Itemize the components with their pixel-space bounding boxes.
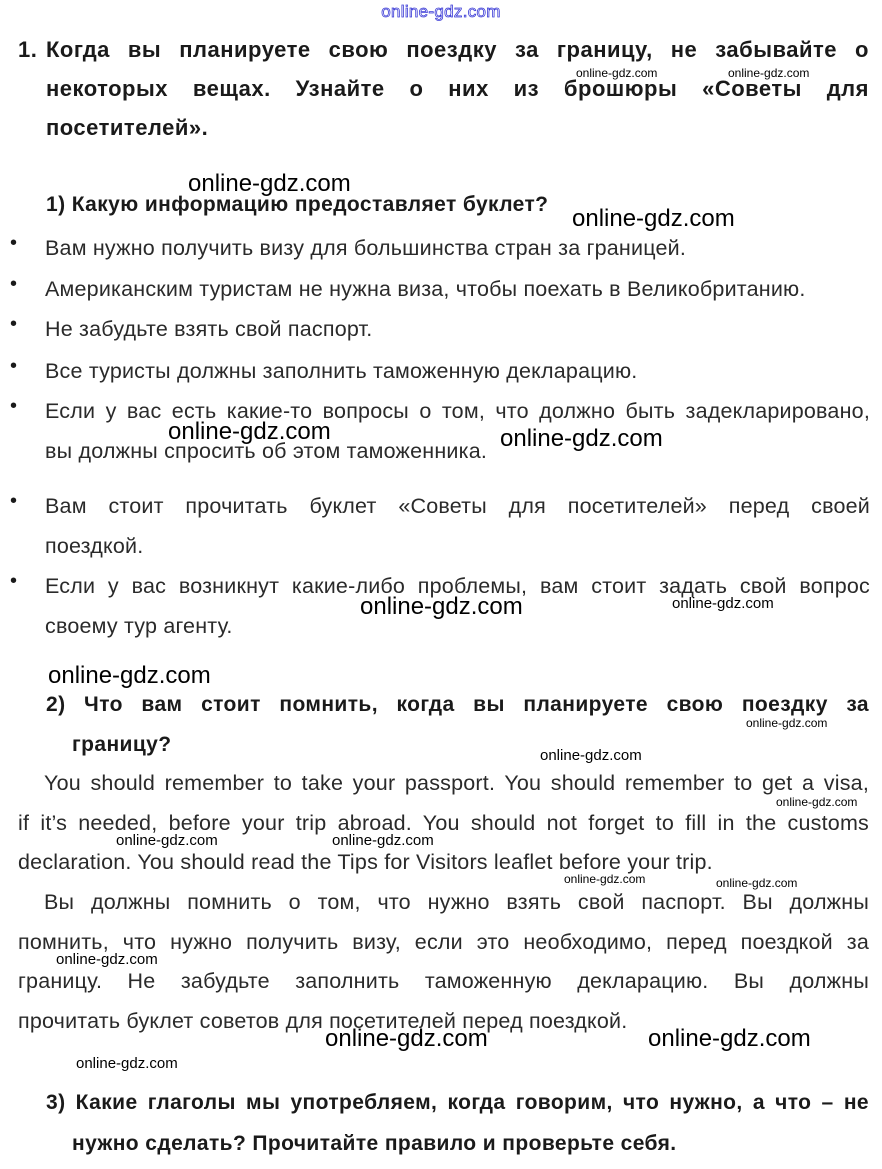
watermark-text: online-gdz.com [776,795,858,809]
bullet-item [45,269,870,309]
question-1-title: 1) Какую информацию предоставляет буклет? [46,193,549,216]
answer-russian-line: прочитать буклет советов для посетителей перед поездкой. [18,1008,628,1033]
question-2-line: 2) Что вам стоит помнить, когда вы планируете свою поездку за [46,693,869,716]
bullet-item [45,351,870,391]
watermark-text: online-gdz.com [188,170,351,197]
bullet-icon: • [10,273,18,295]
answer-russian-line: Вы должны помнить о том, что нужно взять свой паспорт. Вы должны [44,890,869,914]
answer-russian-line: помнить, что нужно получить визу, если это необходимо, перед поездкой за [18,929,869,954]
watermark-text: online-gdz.com [648,1025,811,1052]
watermark-text: online-gdz.com [116,832,218,849]
bullet-item [45,228,870,268]
watermark-text: online-gdz.com [332,832,434,849]
watermark-text: online-gdz.com [746,716,828,730]
question-3-line: 3) Какие глаголы мы употребляем, когда говорим, что нужно, а что – не [46,1091,869,1114]
bullet-text: вы должны спросить об этом таможенника. [45,439,488,463]
task-instruction-line: посетителей». [46,115,209,140]
task-instruction-line: Когда вы планируете свою поездку за границу, не забывайте о [46,37,869,62]
bullet-text: Вам стоит прочитать буклет «Советы для посетителей» перед своей [45,494,870,518]
task-number: 1. [18,37,38,62]
bullet-text: Если у вас возникнут какие-либо проблемы, вам стоит задать свой вопрос [45,574,870,598]
bullet-text: Если у вас есть какие-то вопросы о том, что должно быть задекларировано, [45,399,870,423]
bullet-icon: • [10,232,18,254]
answer-russian-line: границу. Не забудьте заполнить таможенную декларацию. Вы должны [18,969,869,993]
answer-english-line: declaration. You should read the Tips for Visitors leaflet before your trip. [18,850,713,874]
bullet-item [45,309,870,349]
watermark-text: online-gdz.com [564,872,646,886]
bullet-icon: • [10,490,18,512]
watermark-text: online-gdz.com [360,593,523,620]
bullet-item [45,486,870,566]
question-2-line: границу? [72,733,172,756]
bullet-text: Не забудьте взять свой паспорт. [45,317,373,341]
site-header-watermark: online-gdz.com [381,2,501,21]
watermark-text: online-gdz.com [728,66,810,80]
watermark-text: online-gdz.com [325,1025,488,1052]
watermark-text: online-gdz.com [672,595,774,612]
bullet-icon: • [10,395,18,417]
watermark-text: online-gdz.com [168,418,331,445]
bullet-icon: • [10,355,18,377]
bullet-text: Американским туристам не нужна виза, чтобы поехать в Великобританию. [45,277,806,301]
watermark-text: online-gdz.com [48,662,211,689]
answer-english [18,764,869,883]
bullet-text: поездкой. [45,534,144,558]
question-3-line: нужно сделать? Прочитайте правило и проверьте себя. [72,1132,677,1155]
watermark-text: online-gdz.com [500,425,663,452]
watermark-text: online-gdz.com [56,951,158,968]
watermark-text: online-gdz.com [540,747,642,764]
task-instruction [46,30,869,147]
bullet-icon: • [10,313,18,335]
answer-english-line: You should remember to take your passport. You should remember to get a visa, [44,771,869,795]
watermark-text: online-gdz.com [572,205,735,232]
bullet-icon: • [10,570,18,592]
task-instruction-line: некоторых вещах. Узнайте о них из брошюры «Советы для [46,76,869,101]
bullet-text: Вам нужно получить визу для большинства стран за границей. [45,236,687,260]
bullet-text: своему тур агенту. [45,614,233,638]
watermark-text: online-gdz.com [76,1055,178,1072]
question-3-title [46,1082,869,1164]
watermark-text: online-gdz.com [576,66,658,80]
watermark-text: online-gdz.com [716,876,798,890]
answer-english-line: if it’s needed, before your trip abroad. You should not forget to fill in the customs [18,810,869,835]
bullet-text: Все туристы должны заполнить таможенную декларацию. [45,359,638,383]
